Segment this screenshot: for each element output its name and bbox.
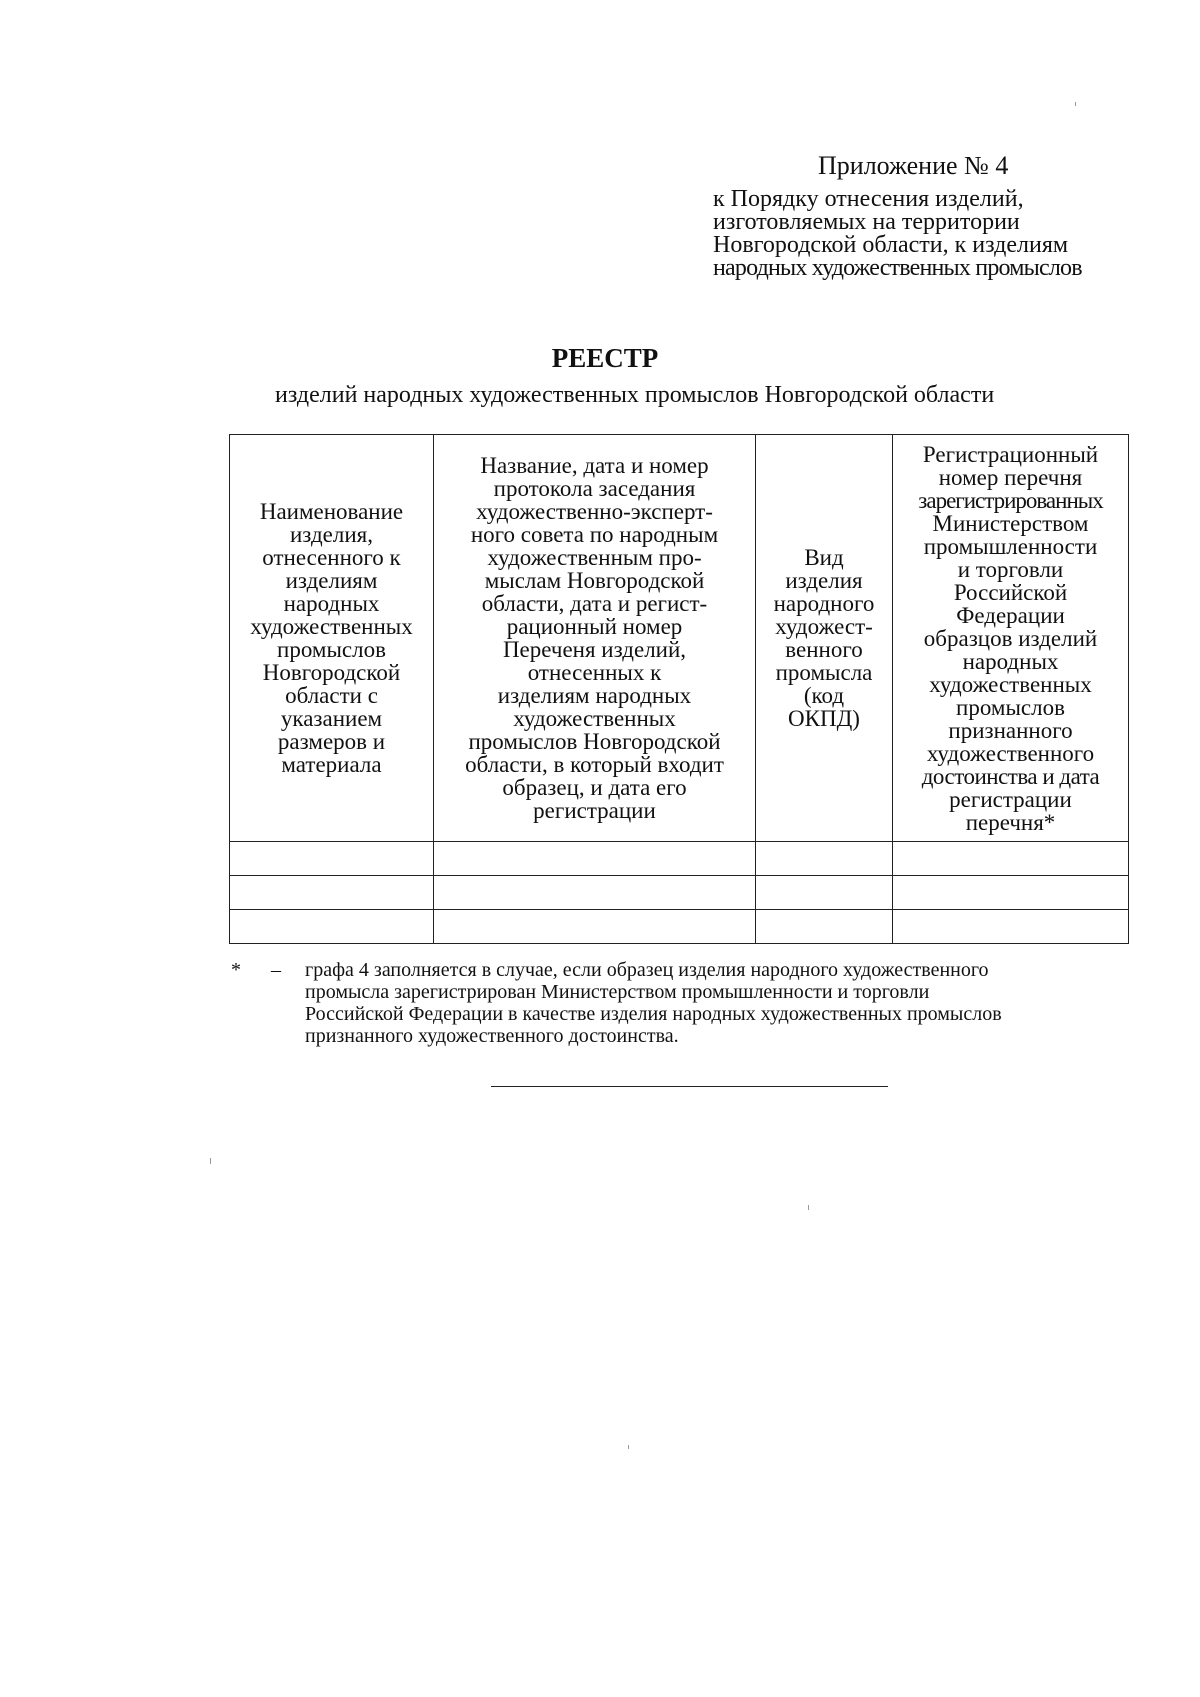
table-row [230,842,1129,876]
end-of-document-rule [491,1086,888,1087]
appendix-reference [713,188,1153,280]
table-cell [893,876,1129,910]
table-cell [230,910,434,944]
footnote-line: графа 4 заполняется в случае, если образец изделия народного художественного [305,959,989,981]
appendix-line: к Порядку отнесения изделий, [713,186,1024,212]
footnote-mark: * [231,959,241,981]
table-cell [434,910,756,944]
appendix-line: Новгородской области, к изделиям [713,232,1069,258]
scan-speck [210,1158,211,1164]
table-cell [756,910,893,944]
footnote-line: признанного художественного достоинства. [305,1025,679,1047]
footnote-line: промысла зарегистрирован Министерством промышленности и торговли [305,981,930,1003]
table-cell [756,842,893,876]
table-cell [230,876,434,910]
column-header-registration-number: Регистрационный номер перечня зарегистрированных Министерством промышленности и торговли Российской Федерации образцов изделий народных художественных промыслов признанного художественного достоинства и дата регистрации перечня* [893,435,1129,842]
scan-speck [628,1445,629,1449]
appendix-line: народных художественных промыслов [713,255,1082,281]
appendix-line: изготовляемых на территории [713,209,1020,235]
table-header-row [230,435,1129,842]
column-header-protocol: Название, дата и номер протокола заседания художественно-эксперт- ного совета по народным художественным про- мыслам Новгородской области, дата и регист- рационный номер Переченя изделий, отнесенных к изделиям народных художественных промыслов Новгородской области, в который входит образец, и дата его регистрации [434,435,756,842]
footnote-text [305,959,1135,1047]
table-cell [434,876,756,910]
table-cell [756,876,893,910]
appendix-title: Приложение № 4 [818,151,1009,180]
table-cell [893,842,1129,876]
document-title: РЕЕСТР [551,343,659,373]
scan-speck [1075,102,1076,106]
table-row [230,876,1129,910]
table-cell [893,910,1129,944]
footnote-line: Российской Федерации в качестве изделия народных художественных промыслов [305,1003,1002,1025]
registry-table [229,434,1129,944]
column-header-okpd-code: Вид изделия народного художест- венного промысла (код ОКПД) [756,435,893,842]
footnote-dash: – [271,959,281,981]
table-cell [230,842,434,876]
table-row [230,910,1129,944]
column-header-item-name: Наименование изделия, отнесенного к изделиям народных художественных промыслов Новгородской области с указанием размеров и материала [230,435,434,842]
table-cell [434,842,756,876]
scan-speck [808,1205,809,1210]
document-subtitle: изделий народных художественных промыслов Новгородской области [275,382,995,408]
